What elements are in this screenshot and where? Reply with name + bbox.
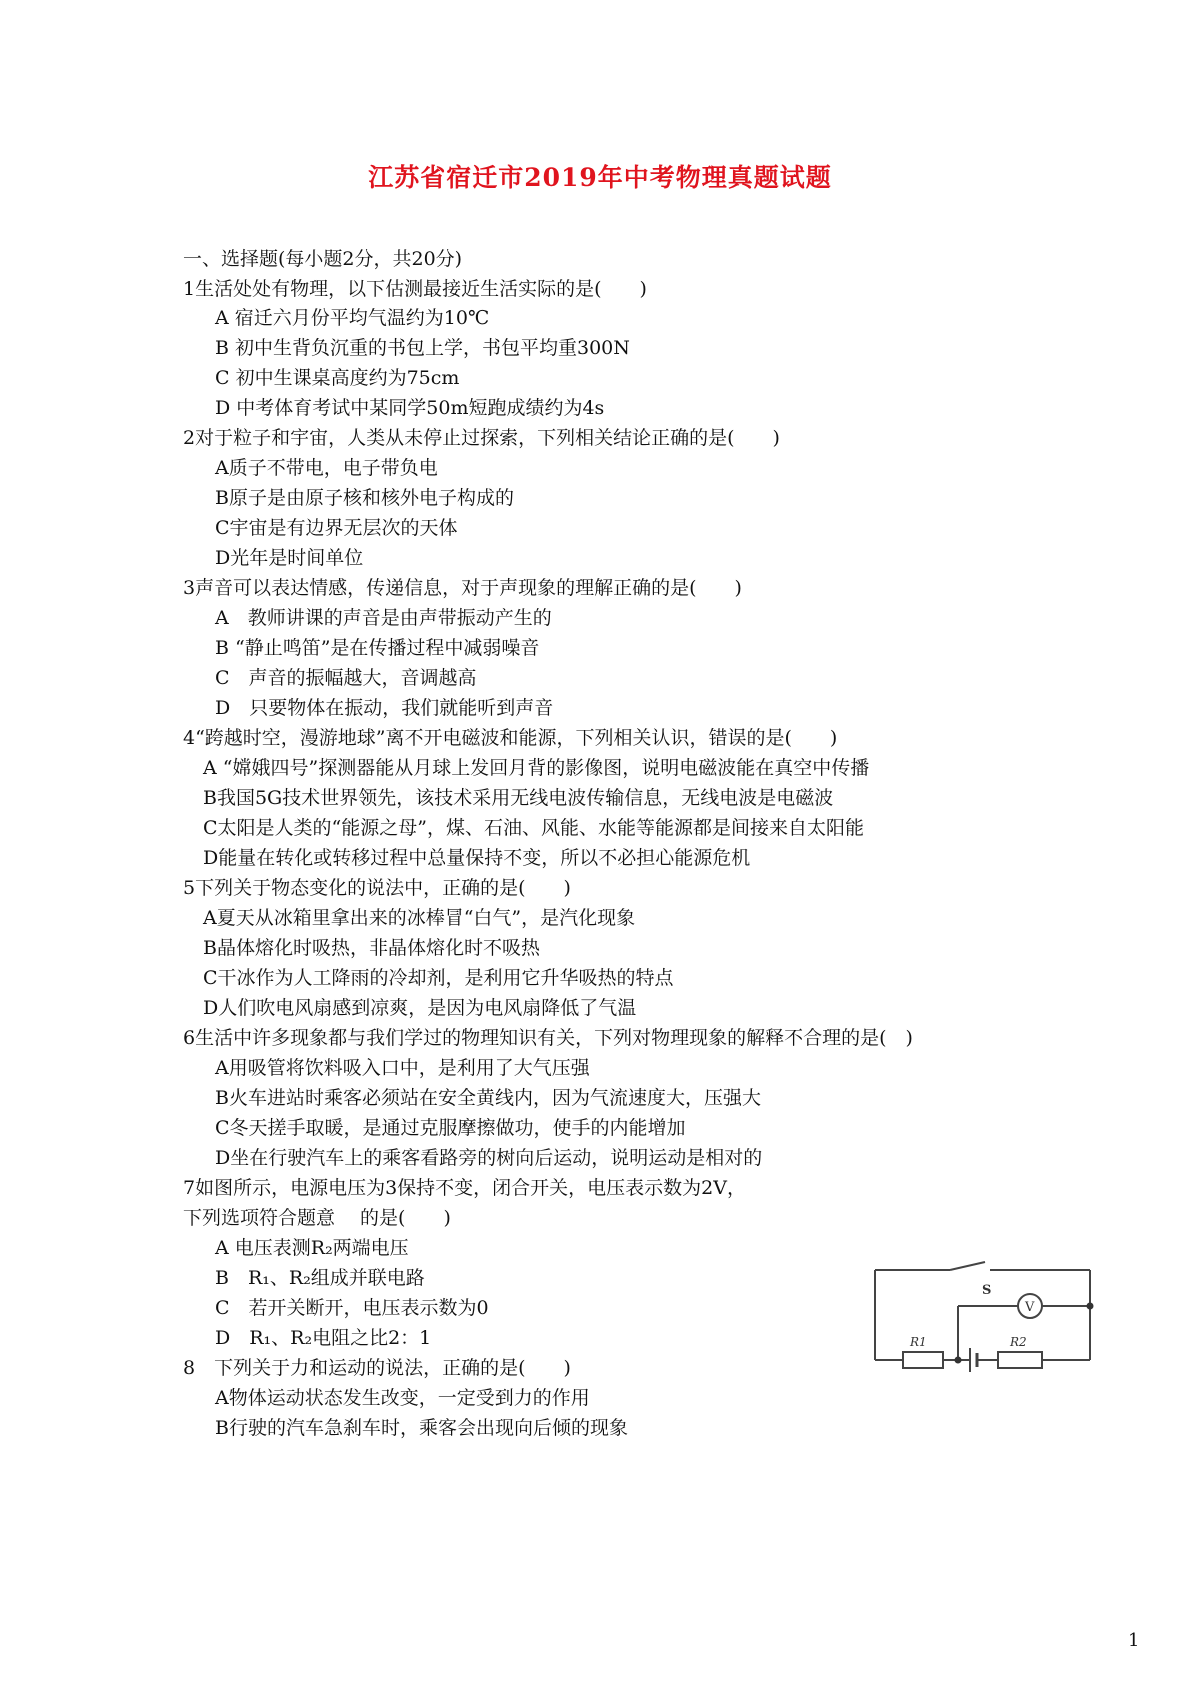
option-d: D能量在转化或转移过程中总量保持不变，所以不必担心能源危机 bbox=[203, 847, 751, 869]
page-number: 1 bbox=[1128, 1630, 1140, 1651]
circuit-diagram bbox=[850, 1248, 1100, 1398]
option-a: A用吸管将饮料吸入口中，是利用了大气压强 bbox=[215, 1057, 590, 1079]
option-c: C 若开关断开，电压表示数为0 bbox=[215, 1297, 489, 1319]
question-stem-continued: 下列选项符合题意 的是( ) bbox=[183, 1207, 451, 1229]
switch-label: S bbox=[982, 1283, 992, 1298]
option-c: C干冰作为人工降雨的冷却剂，是利用它升华吸热的特点 bbox=[203, 967, 674, 989]
question-stem: 2对于粒子和宇宙，人类从未停止过探索，下列相关结论正确的是( ) bbox=[183, 427, 780, 449]
question-stem: 6生活中许多现象都与我们学过的物理知识有关，下列对物理现象的解释不合理的是( ) bbox=[183, 1027, 913, 1049]
question-stem: 4“跨越时空，漫游地球”离不开电磁波和能源，下列相关认识，错误的是( ) bbox=[183, 727, 838, 749]
option-d: D人们吹电风扇感到凉爽，是因为电风扇降低了气温 bbox=[203, 997, 637, 1019]
option-a: A 宿迁六月份平均气温约为10℃ bbox=[215, 307, 490, 329]
option-a: A夏天从冰箱里拿出来的冰棒冒“白气”，是汽化现象 bbox=[203, 907, 636, 929]
option-d: D 中考体育考试中某同学50m短跑成绩约为4s bbox=[215, 397, 605, 419]
question-stem: 5下列关于物态变化的说法中，正确的是( ) bbox=[183, 877, 571, 899]
option-b: B火车进站时乘客必须站在安全黄线内，因为气流速度大，压强大 bbox=[215, 1087, 761, 1109]
r1-label: R1 bbox=[910, 1335, 927, 1349]
option-d: D坐在行驶汽车上的乘客看路旁的树向后运动，说明运动是相对的 bbox=[215, 1147, 763, 1169]
option-d: D 只要物体在振动，我们就能听到声音 bbox=[215, 697, 554, 719]
option-b: B晶体熔化时吸热，非晶体熔化时不吸热 bbox=[203, 937, 540, 959]
option-d: D R₁、R₂电阻之比2：1 bbox=[215, 1327, 432, 1349]
option-c: C冬天搓手取暖，是通过克服摩擦做功，使手的内能增加 bbox=[215, 1117, 686, 1139]
resistor-r1 bbox=[903, 1352, 943, 1368]
junction-dot bbox=[1087, 1303, 1094, 1310]
option-a: A 电压表测R₂两端电压 bbox=[215, 1237, 409, 1259]
question-stem: 1生活处处有物理，以下估测最接近生活实际的是( ) bbox=[183, 278, 647, 300]
switch-blade bbox=[950, 1262, 985, 1270]
option-c: C 声音的振幅越大，音调越高 bbox=[215, 667, 477, 689]
section-heading: 一、选择题(每小题2分，共20分) bbox=[183, 248, 463, 270]
junction-dot bbox=[955, 1357, 962, 1364]
option-c: C 初中生课桌高度约为75cm bbox=[215, 367, 460, 389]
question-stem: 8 下列关于力和运动的说法，正确的是( ) bbox=[183, 1357, 571, 1379]
option-a: A质子不带电，电子带负电 bbox=[215, 457, 438, 479]
option-b: B “静止鸣笛”是在传播过程中减弱噪音 bbox=[215, 637, 540, 659]
option-b: B我国5G技术世界领先，该技术采用无线电波传输信息，无线电波是电磁波 bbox=[203, 787, 834, 809]
option-b: B 初中生背负沉重的书包上学，书包平均重300N bbox=[215, 337, 630, 359]
voltmeter-label: V bbox=[1025, 1300, 1035, 1315]
option-b: B原子是由原子核和核外电子构成的 bbox=[215, 487, 514, 509]
question-stem: 7如图所示，电源电压为3保持不变，闭合开关，电压表示数为2V， bbox=[183, 1177, 746, 1199]
option-a: A 教师讲课的声音是由声带振动产生的 bbox=[215, 607, 552, 629]
question-stem: 3声音可以表达情感，传递信息，对于声现象的理解正确的是( ) bbox=[183, 577, 742, 599]
option-b: B R₁、R₂组成并联电路 bbox=[215, 1267, 425, 1289]
option-a: A “嫦娥四号”探测器能从月球上发回月背的影像图，说明电磁波能在真空中传播 bbox=[203, 757, 870, 779]
r2-label: R2 bbox=[1010, 1335, 1027, 1349]
option-a: A物体运动状态发生改变，一定受到力的作用 bbox=[215, 1387, 590, 1409]
option-c: C太阳是人类的“能源之母”，煤、石油、风能、水能等能源都是间接来自太阳能 bbox=[203, 817, 864, 839]
resistor-r2 bbox=[998, 1352, 1042, 1368]
option-b: B行驶的汽车急刹车时，乘客会出现向后倾的现象 bbox=[215, 1417, 628, 1439]
option-d: D光年是时间单位 bbox=[215, 547, 364, 569]
page-title: 江苏省宿迁市2019年中考物理真题试题 bbox=[368, 163, 832, 192]
option-c: C宇宙是有边界无层次的天体 bbox=[215, 517, 458, 539]
